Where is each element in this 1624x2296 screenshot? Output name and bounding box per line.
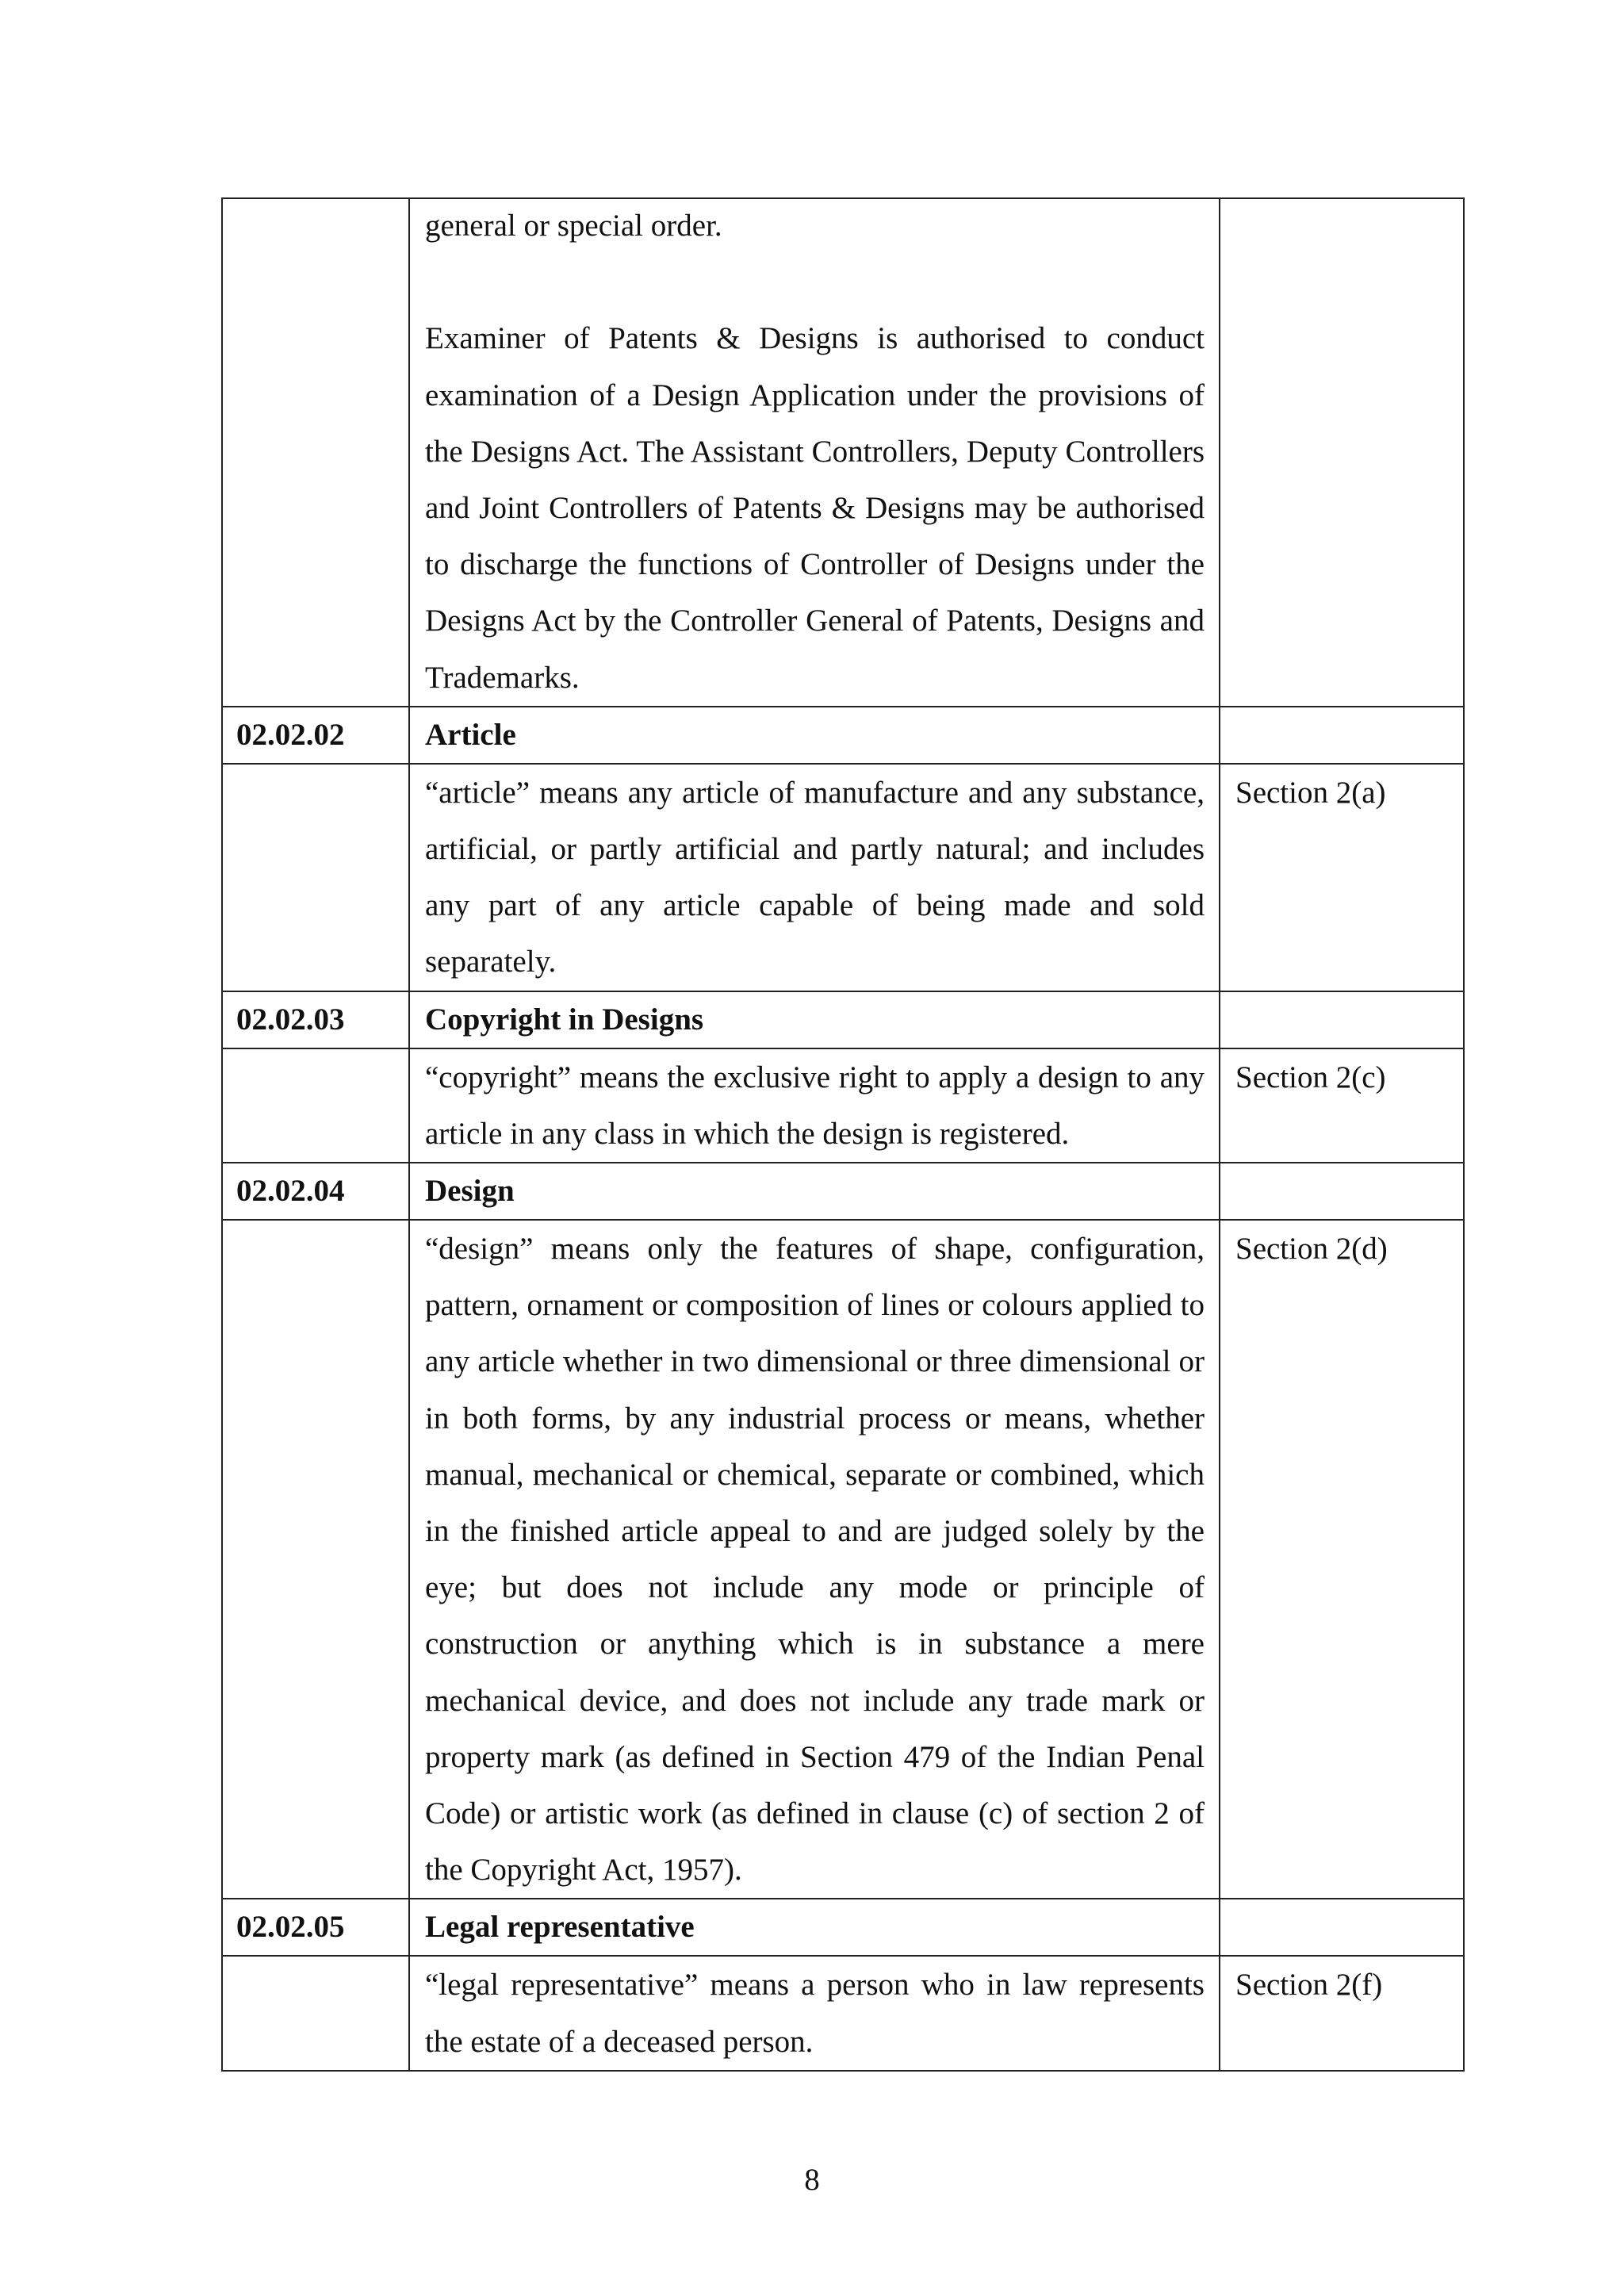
table-row-heading xyxy=(222,1163,1464,1220)
section-number: 02.02.03 xyxy=(222,991,409,1048)
definition-text: “legal representative” means a person who in law represents the estate of a deceased person. xyxy=(425,1968,1205,2059)
definition-cell xyxy=(409,1220,1220,1899)
number-cell-empty xyxy=(222,198,409,707)
table-row-definition xyxy=(222,764,1464,991)
number-cell-empty xyxy=(222,1956,409,2070)
section-reference: Section 2(f) xyxy=(1220,1956,1464,2070)
table-row-heading xyxy=(222,1899,1464,1956)
continuation-text-cell xyxy=(409,198,1220,707)
reference-cell-empty xyxy=(1220,1163,1464,1220)
reference-cell-empty xyxy=(1220,991,1464,1048)
table-row-definition xyxy=(222,1048,1464,1163)
section-number: 02.02.05 xyxy=(222,1899,409,1956)
table-row-heading xyxy=(222,707,1464,764)
reference-cell-empty xyxy=(1220,707,1464,764)
section-reference: Section 2(d) xyxy=(1220,1220,1464,1899)
section-reference: Section 2(a) xyxy=(1220,764,1464,991)
definition-cell xyxy=(409,764,1220,991)
reference-cell-empty xyxy=(1220,1899,1464,1956)
definition-text: “copyright” means the exclusive right to apply a design to any article in any class in which the design is registered. xyxy=(425,1060,1205,1151)
continuation-paragraph: general or special order. xyxy=(425,209,722,243)
table-row-definition xyxy=(222,1220,1464,1899)
number-cell-empty xyxy=(222,764,409,991)
reference-cell-empty xyxy=(1220,198,1464,707)
section-heading: Article xyxy=(409,707,1220,764)
number-cell-empty xyxy=(222,1048,409,1163)
definitions-table xyxy=(221,197,1465,2072)
definition-text: “article” means any article of manufacture and any substance, artificial, or partly artificial and partly natural; and includes any part of any article capable of being made and sold separately. xyxy=(425,775,1205,979)
section-heading: Design xyxy=(409,1163,1220,1220)
page-number: 8 xyxy=(804,2163,820,2197)
table-row-continuation xyxy=(222,198,1464,707)
definition-cell xyxy=(409,1956,1220,2070)
section-number: 02.02.04 xyxy=(222,1163,409,1220)
section-heading: Copyright in Designs xyxy=(409,991,1220,1048)
definition-cell xyxy=(409,1048,1220,1163)
table-row-definition xyxy=(222,1956,1464,2070)
number-cell-empty xyxy=(222,1220,409,1899)
section-heading: Legal representative xyxy=(409,1899,1220,1956)
section-reference: Section 2(c) xyxy=(1220,1048,1464,1163)
table-row-heading xyxy=(222,991,1464,1048)
continuation-paragraph: Examiner of Patents & Designs is authorised to conduct examination of a Design Application under the provisions of the Designs Act. The Assistant Controllers, Deputy Controllers and Joint Controllers of Patents & Designs may be authorised to discharge the functions of Controller of Designs under the Designs Act by the Controller General of Patents, Designs and Trademarks. xyxy=(425,321,1205,695)
section-number: 02.02.02 xyxy=(222,707,409,764)
definition-text: “design” means only the features of shape, configuration, pattern, ornament or composition of lines or colours applied to any article whether in two dimensional or three dimensional or in both forms, by any industrial process or means, whether manual, mechanical or chemical, separate or combined, which in the finished article appeal to and are judged solely by the eye; but does not include any mode or principle of construction or anything which is in substance a mere mechanical device, and does not include any trade mark or property mark (as defined in Section 479 of the Indian Penal Code) or artistic work (as defined in clause (c) of section 2 of the Copyright Act, 1957). xyxy=(425,1232,1205,1888)
